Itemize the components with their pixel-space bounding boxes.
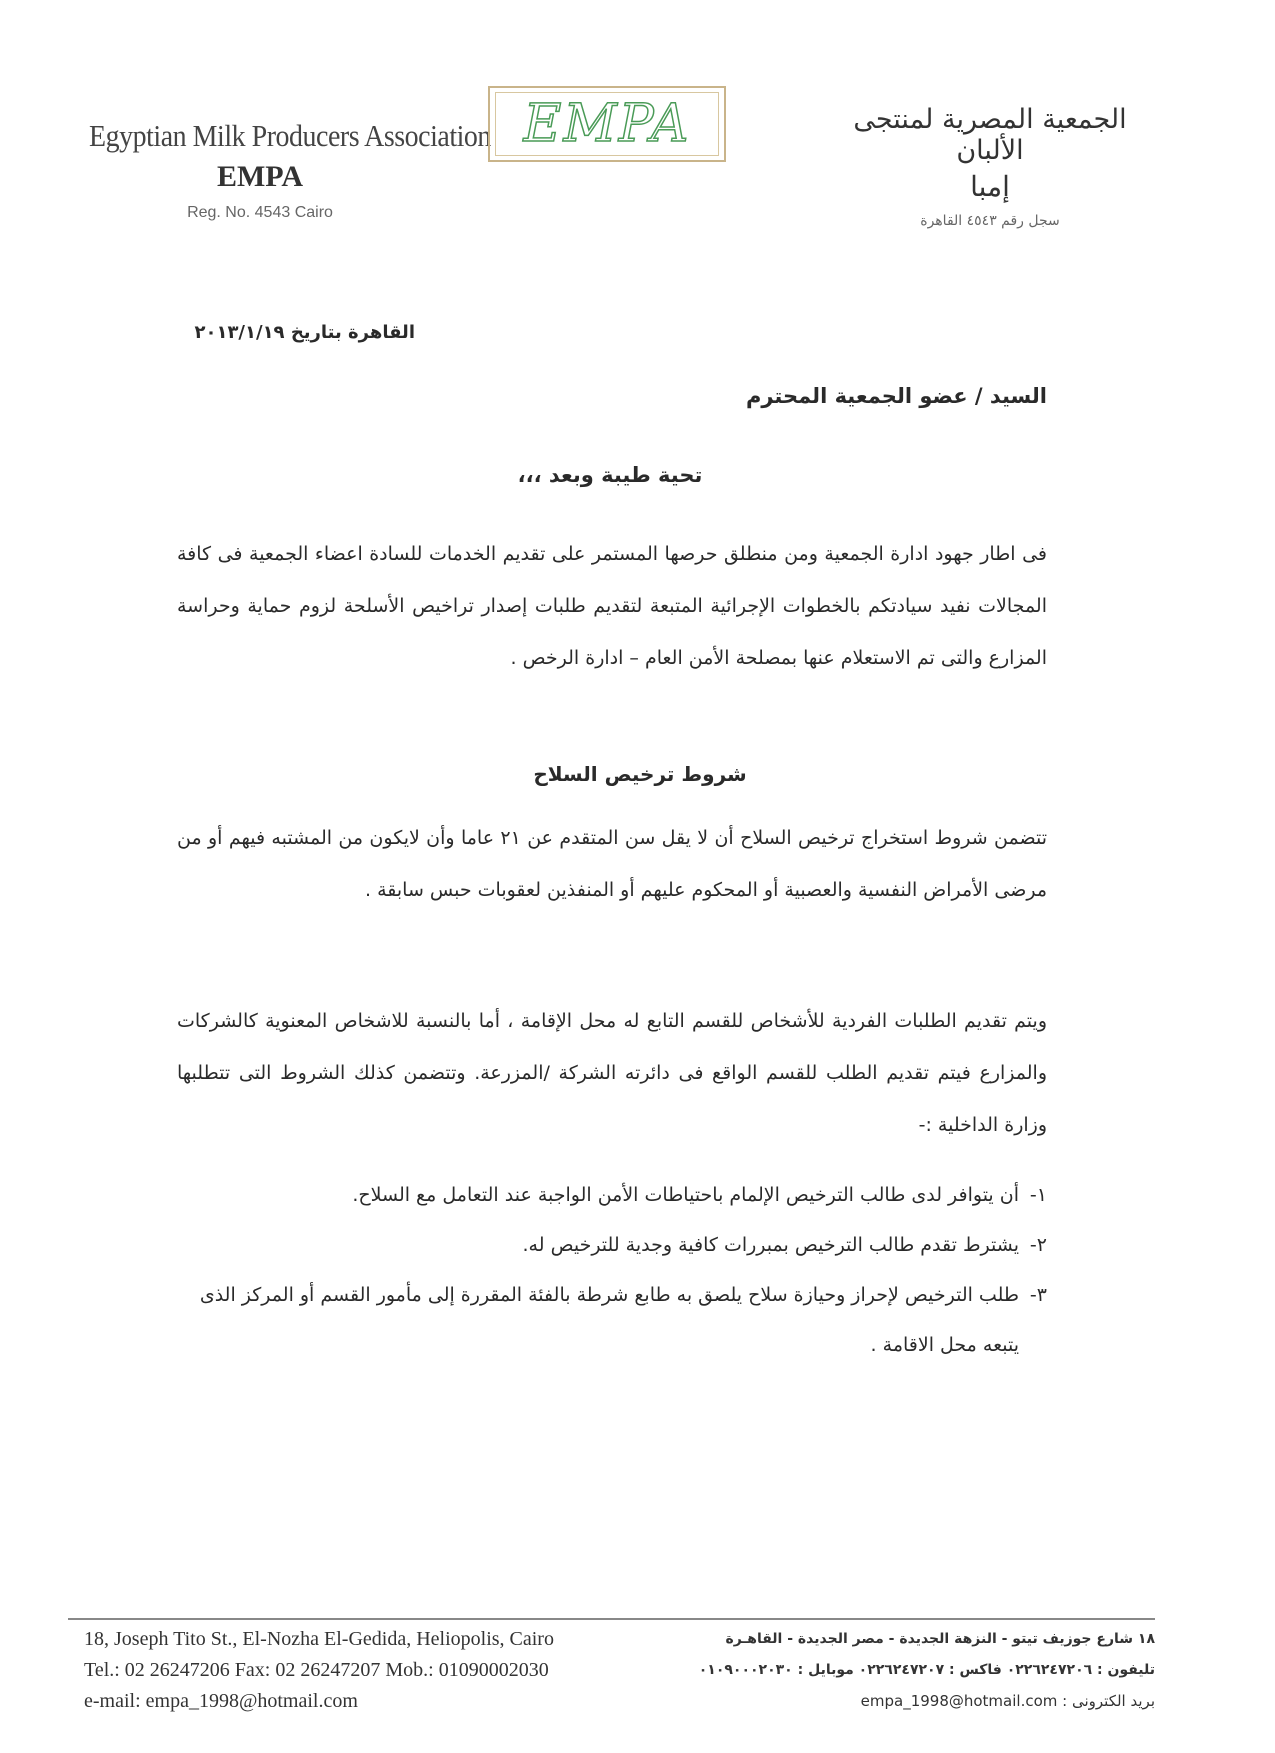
footer-address-english: 18, Joseph Tito St., El-Nozha El-Gedida, Heliopolis, Cairo bbox=[84, 1628, 554, 1650]
footer-phones-english: Tel.: 02 26247206 Fax: 02 26247207 Mob.: 01090002030 bbox=[84, 1659, 549, 1681]
intro-paragraph: فى اطار جهود ادارة الجمعية ومن منطلق حرصها المستمر على تقديم الخدمات للسادة اعضاء الجمعية فى كافة المجالات نفيد سيادتكم بالخطوات الإجرائية المتبعة لتقديم طلبات إصدار تراخيص الأسلحة لزوم حماية وحراسة المزارع والتى تم الاستعلام عنها بمصلحة الأمن العام – ادارة الرخص . bbox=[177, 543, 1047, 669]
list-item-text: يشترط تقدم طالب الترخيص بمبررات كافية وجدية للترخيص له. bbox=[522, 1234, 1019, 1256]
list-item-text: طلب الترخيص لإحراز وحيازة سلاح يلصق به طابع شرطة بالفئة المقررة إلى مأمور القسم أو المركز الذى يتبعه محل الاقامة . bbox=[199, 1284, 1019, 1356]
list-item-text: أن يتوافر لدى طالب الترخيص الإلمام باحتياطات الأمن الواجبة عند التعامل مع السلاح. bbox=[352, 1184, 1019, 1206]
registration-number-english: Reg. No. 4543 Cairo bbox=[187, 204, 333, 221]
association-name-arabic: الجمعية المصرية لمنتجى الألبان bbox=[853, 104, 1127, 166]
footer-phones-arabic: تليفون : ٠٢٢٦٢٤٧٢٠٦ فاكس : ٠٢٢٦٢٤٧٢٠٧ موبايل : ٠١٠٩٠٠٠٢٠٣٠ bbox=[698, 1662, 1155, 1678]
section-heading: شروط ترخيص السلاح bbox=[533, 762, 747, 786]
footer-arabic bbox=[699, 1624, 1155, 1717]
list-item bbox=[177, 1270, 1047, 1370]
list-item-number: ٢- bbox=[1029, 1234, 1047, 1256]
letter-addressee: السيد / عضو الجمعية المحترم bbox=[745, 384, 1047, 408]
letterhead-english bbox=[70, 118, 491, 222]
association-abbreviation-english: EMPA bbox=[216, 160, 304, 193]
letterhead-arabic bbox=[825, 104, 1155, 229]
list-item bbox=[177, 1220, 1047, 1270]
conditions-paragraph: تتضمن شروط استخراج ترخيص السلاح أن لا يقل سن المتقدم عن ٢١ عاما وأن لايكون من المشتبه فيهم أو من مرضى الأمراض النفسية والعصبية أو المحكوم عليهم أو المنفذين لعقوبات حبس سابقة . bbox=[177, 827, 1048, 901]
list-item-number: ١- bbox=[1029, 1184, 1047, 1206]
footer-english bbox=[84, 1624, 554, 1717]
footer-email-arabic: بريد الكترونى : empa_1998@hotmail.com bbox=[860, 1692, 1155, 1710]
list-item bbox=[177, 1170, 1047, 1220]
letter-greeting: تحية طيبة وبعد ،،، bbox=[517, 463, 703, 487]
submission-paragraph: ويتم تقديم الطلبات الفردية للأشخاص للقسم التابع له محل الإقامة ، أما بالنسبة للاشخاص المعنوية كالشركات والمزارع فيتم تقديم الطلب للقسم الواقع فى دائرته الشركة /المزرعة. وتتضمن كذلك الشروط التى تتطلبها وزارة الداخلية :- bbox=[177, 1010, 1047, 1136]
footer-divider bbox=[68, 1618, 1155, 1620]
empa-logo bbox=[488, 86, 726, 162]
footer-address-arabic: ١٨ شارع جوزيف تيتو - النزهة الجديدة - مصر الجديدة - القاهـرة bbox=[725, 1631, 1155, 1647]
letter-date: القاهرة بتاريخ ٢٠١٣/١/١٩ bbox=[194, 322, 415, 343]
list-item-number: ٣- bbox=[1029, 1284, 1047, 1306]
association-abbreviation-arabic: إمبا bbox=[970, 170, 1010, 203]
logo-inner-frame bbox=[495, 92, 719, 156]
footer-email-english: e-mail: empa_1998@hotmail.com bbox=[84, 1690, 358, 1712]
logo-text: EMPA bbox=[523, 94, 691, 154]
association-name-english: Egyptian Milk Producers Association bbox=[89, 118, 491, 153]
requirements-list bbox=[177, 1170, 1047, 1370]
registration-number-arabic: سجل رقم ٤٥٤٣ القاهرة bbox=[920, 213, 1060, 229]
